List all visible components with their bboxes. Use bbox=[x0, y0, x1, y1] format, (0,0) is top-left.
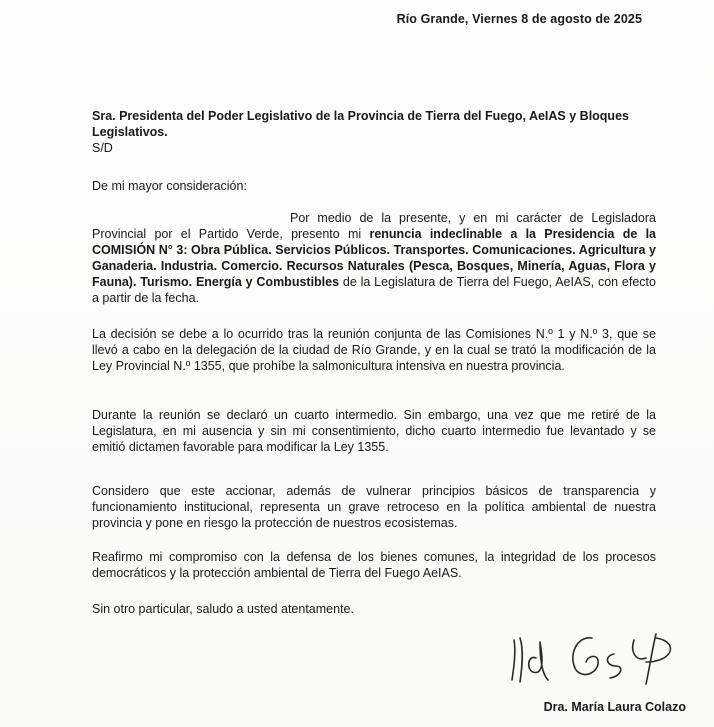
paragraph-commitment: Reafirmo mi compromiso con la defensa de los bienes comunes, la integridad de los procesos democráticos y la protección ambiental de Tierra del Fuego AeIAS. bbox=[92, 550, 656, 580]
closing-line: Sin otro particular, saludo a usted atentamente. bbox=[92, 602, 354, 616]
handwritten-signature bbox=[506, 628, 686, 688]
p1-resignation-bold: renuncia indeclinable a la Presidencia de la COMISIÓN N° 3: Obra Pública. Servicios Públicos. Transportes. Comunicaciones. Agricultura y Ganaderia. Industria. Comercio. Recursos Naturales (Pesca, Bosques, Minería, Aguas, Flora y Fauna). Turismo. Energía y Combustibles bbox=[92, 227, 657, 289]
addressee-block bbox=[92, 108, 652, 156]
paragraph-reason: La decisión se debe a lo ocurrido tras la reunión conjunta de las Comisiones N.º 1 y N.º 3, que se llevó a cabo en la delegación de la ciudad de Río Grande, y en la cual se trató la modificación de la Ley Provincial N.º 1355, que prohíbe la salmonicultura intensiva en nuestra provincia. bbox=[92, 327, 656, 373]
date-line: Río Grande, Viernes 8 de agosto de 2025 bbox=[396, 12, 642, 26]
signer-name: Dra. María Laura Colazo bbox=[543, 700, 686, 714]
p1-intro: Por medio de la presente, y en mi carácter de Legisladora Provincial por el Partido Verde, presento mi bbox=[92, 211, 656, 241]
greeting: De mi mayor consideración: bbox=[92, 179, 247, 193]
paragraph-consideration: Considero que este accionar, además de vulnerar principios básicos de transparencia y funcionamiento institucional, representa un grave retroceso en la política ambiental de nuestra provincia y pone en riesgo la protección de nuestros ecosistemas. bbox=[92, 484, 656, 530]
p1-outro: de la Legislatura de Tierra del Fuego, AeIAS, con efecto a partir de la fecha. bbox=[92, 275, 656, 305]
paragraph-resignation bbox=[92, 210, 656, 306]
paragraph-meeting: Durante la reunión se declaró un cuarto intermedio. Sin embargo, una vez que me retiré de la Legislatura, en mi ausencia y sin mi consentimiento, dicho cuarto intermedio fue levantado y se emitió dictamen favorable para modificar la Ley 1355. bbox=[92, 408, 656, 454]
addressee-sd: S/D bbox=[92, 141, 113, 155]
addressee-title: Sra. Presidenta del Poder Legislativo de la Provincia de Tierra del Fuego, AeIAS y Bloques Legislativos. bbox=[92, 109, 629, 139]
